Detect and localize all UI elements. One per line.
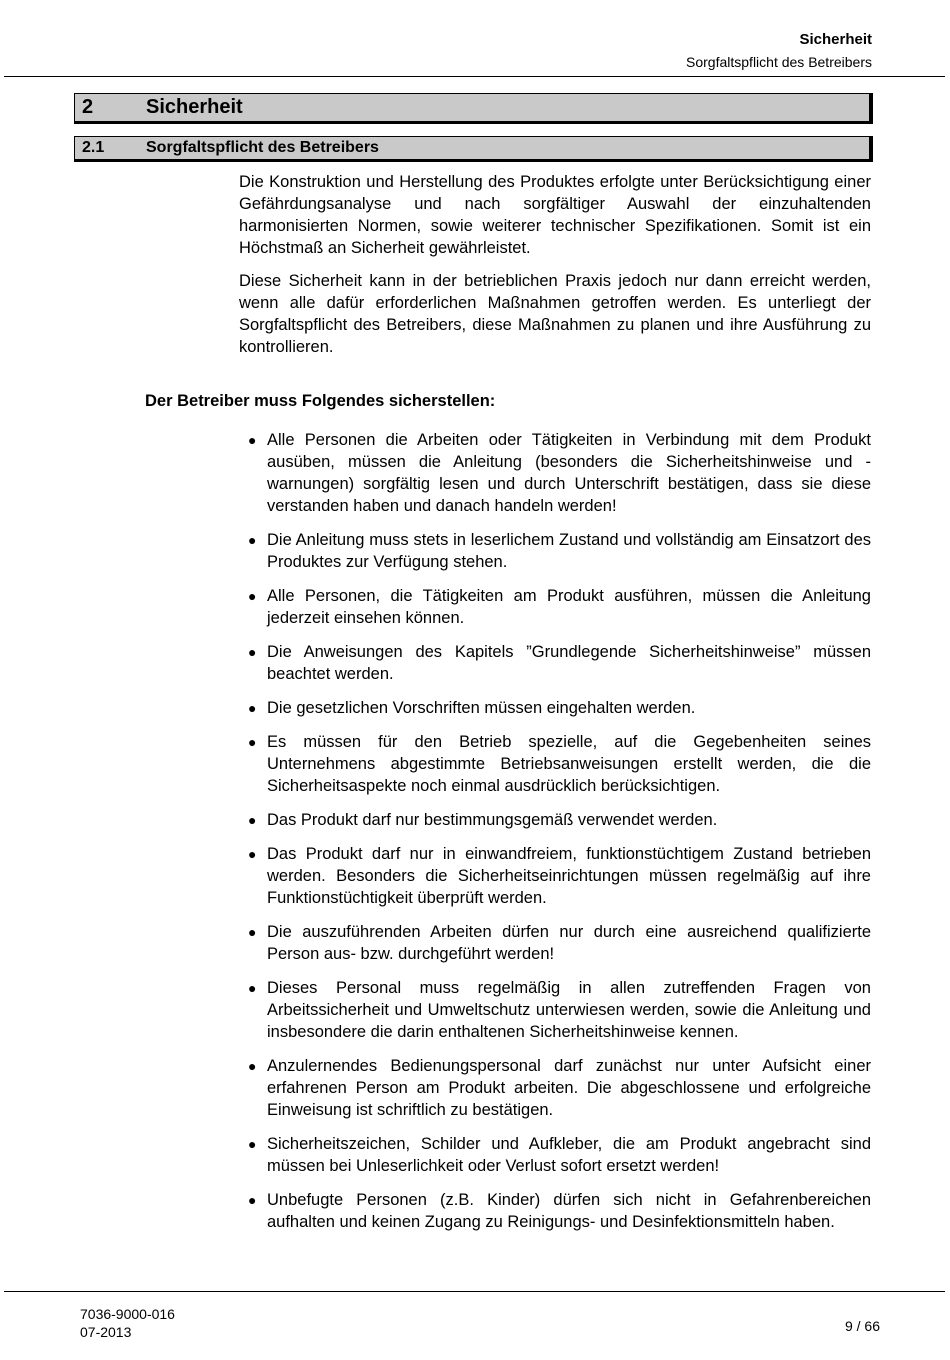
list-item-text: Das Produkt darf nur bestimmungsgemäß verwendet werden. [267,811,718,829]
list-item-text: Die Anweisungen des Kapitels ”Grundlegende Sicherheitshinweise” müssen beachtet werden. [267,643,871,683]
list-item-text: Unbefugte Personen (z.B. Kinder) dürfen sich nicht in Gefahrenbereichen aufhalten und keinen Zugang zu Reinigungs- und Desinfektionsmitteln haben. [267,1191,871,1231]
list-item-text: Die gesetzlichen Vorschriften müssen eingehalten werden. [267,699,696,717]
subsection-title: Sorgfaltspflicht des Betreibers [146,139,379,156]
bullet-icon: ● [248,532,257,548]
bullet-icon: ● [248,812,257,828]
footer-doc-info [80,1305,175,1341]
list-item [248,585,871,629]
requirements-list [248,429,871,1245]
list-item [248,1133,871,1177]
list-item [248,809,871,831]
bullet-icon: ● [248,734,257,750]
header-divider [4,76,945,77]
list-item-text: Das Produkt darf nur in einwandfreiem, funktionstüchtigem Zustand betrieben werden. Besonders die Sicherheitseinrichtungen müssen regelmäßig auf ihre Funktionstüchtigkeit überprüft werden. [267,845,871,907]
operator-requirements-heading: Der Betreiber muss Folgendes sicherstellen: [145,392,496,410]
bullet-icon: ● [248,980,257,996]
bullet-icon: ● [248,1136,257,1152]
header-chapter-title: Sicherheit [799,31,872,48]
bullet-icon: ● [248,588,257,604]
bullet-icon: ● [248,924,257,940]
list-item [248,1189,871,1233]
list-item [248,1055,871,1121]
bullet-icon: ● [248,1192,257,1208]
list-item-text: Alle Personen die Arbeiten oder Tätigkeiten in Verbindung mit dem Produkt ausüben, müssen die Anleitung (besonders die Sicherheitshinweise und -warnungen) sorgfältig lesen und durch Unterschrift bestätigen, dass sie diese verstanden haben und danach handeln werden! [267,431,871,515]
list-item [248,731,871,797]
list-item-text: Es müssen für den Betrieb spezielle, auf die Gegebenheiten seines Unternehmens abgestimmte Betriebsanweisungen erstellt werden, die die Sicherheitsaspekte noch einmal ausdrücklich berücksichtigen. [267,733,871,795]
responsibility-paragraph: Diese Sicherheit kann in der betrieblichen Praxis jedoch nur dann erreicht werden, wenn alle dafür erforderlichen Maßnahmen getroffen werden. Es unterliegt der Sorgfaltspflicht des Betreibers, diese Maßnahmen zu planen und ihre Ausführung zu kontrollieren. [239,272,871,356]
section-number: 2 [82,96,94,118]
subsection-heading-bar [74,136,873,162]
subsection-number: 2.1 [82,139,105,156]
bullet-icon: ● [248,644,257,660]
list-item [248,697,871,719]
intro-paragraph: Die Konstruktion und Herstellung des Produktes erfolgte unter Berücksichtigung einer Gefährdungsanalyse und nach sorgfältiger Auswahl der einzuhaltenden harmonisierten Normen, sowie weiterer technischer Spezifikationen. Somit ist ein Höchstmaß an Sicherheit gewährleistet. [239,173,871,257]
list-item [248,429,871,517]
list-item-text: Sicherheitszeichen, Schilder und Aufkleber, die am Produkt angebracht sind müssen bei Unleserlichkeit oder Verlust sofort ersetzt werden! [267,1135,871,1175]
page-number: 9 / 66 [844,1318,880,1334]
list-item [248,977,871,1043]
list-item [248,529,871,573]
bullet-icon: ● [248,432,257,448]
list-item-text: Die auszuführenden Arbeiten dürfen nur durch eine ausreichend qualifizierte Person aus- bzw. durchgeführt werden! [267,923,871,963]
bullet-icon: ● [248,700,257,716]
document-date: 07-2013 [80,1324,132,1340]
footer-divider [4,1291,945,1292]
bullet-icon: ● [248,846,257,862]
list-item-text: Die Anleitung muss stets in leserlichem Zustand und vollständig am Einsatzort des Produktes zur Verfügung stehen. [267,531,871,571]
list-item-text: Anzulernendes Bedienungspersonal darf zunächst nur unter Aufsicht einer erfahrenen Person am Produkt arbeiten. Die abgeschlossene und erfolgreiche Einweisung ist schriftlich zu bestätigen. [267,1057,871,1119]
list-item [248,641,871,685]
bullet-icon: ● [248,1058,257,1074]
list-item-text: Dieses Personal muss regelmäßig in allen zutreffenden Fragen von Arbeitssicherheit und Umweltschutz unterwiesen werden, sowie die Anleitung und insbesondere die darin enthaltenen Sicherheitshinweise kennen. [267,979,871,1041]
document-number: 7036-9000-016 [80,1306,175,1322]
list-item [248,921,871,965]
header-section-title: Sorgfaltspflicht des Betreibers [686,54,872,70]
list-item [248,843,871,909]
section-heading-bar [74,93,873,124]
list-item-text: Alle Personen, die Tätigkeiten am Produkt ausführen, müssen die Anleitung jederzeit einsehen können. [267,587,871,627]
section-title: Sicherheit [146,96,243,118]
